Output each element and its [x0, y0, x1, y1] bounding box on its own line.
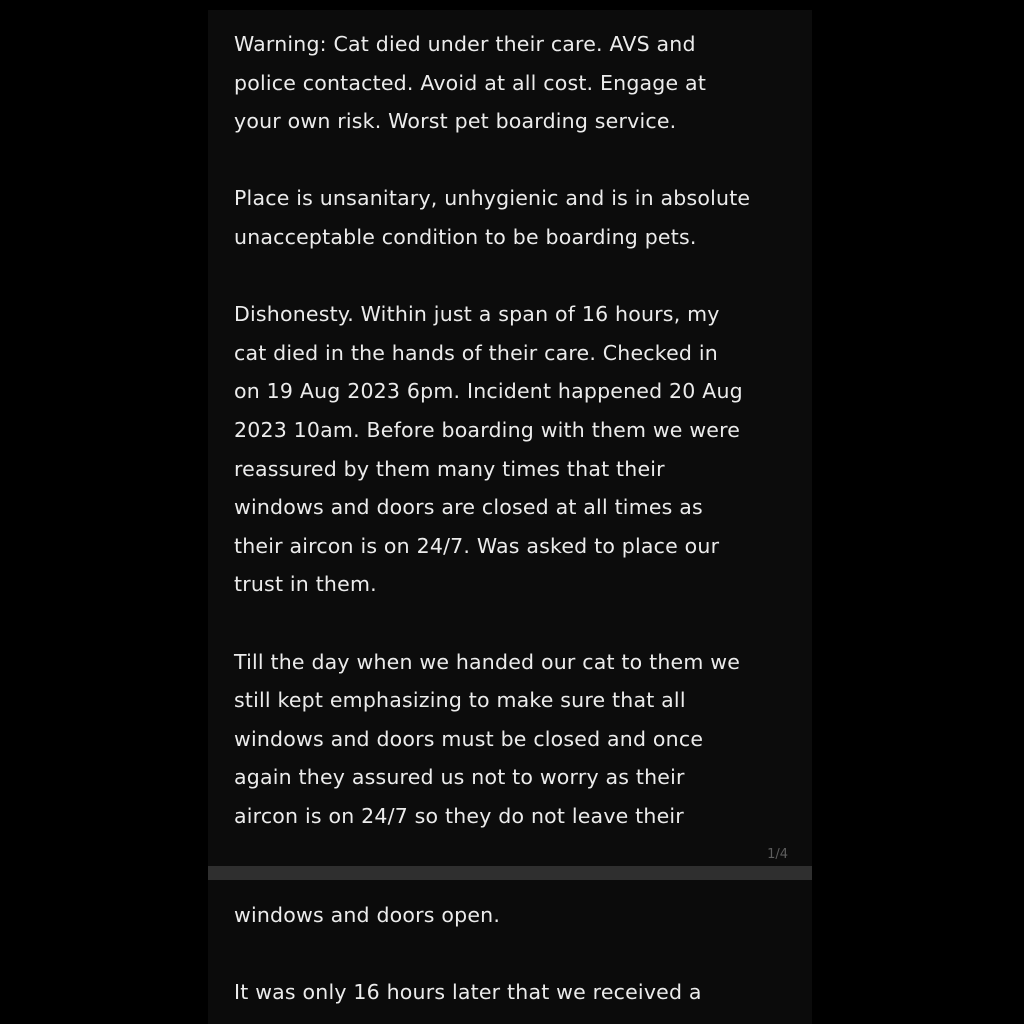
text-line: windows and doors open.: [234, 903, 501, 927]
text-line: Till the day when we handed our cat to them we: [234, 649, 741, 674]
text-line: your own risk. Worst pet boarding service.: [234, 109, 677, 134]
text-line: again they assured us not to worry as their: [234, 765, 685, 790]
text-line: police contacted. Avoid at all cost. Engage at: [234, 70, 707, 95]
text-line: trust in them.: [234, 572, 377, 597]
page-divider: [208, 866, 812, 880]
paragraph-condition: [234, 179, 794, 256]
page-indicator: 1/4: [767, 847, 788, 862]
paragraph-warning: [234, 25, 794, 141]
text-line: unacceptable condition to be boarding pets.: [234, 224, 697, 249]
text-line: windows and doors must be closed and once: [234, 726, 704, 751]
text-line: 2023 10am. Before boarding with them we were: [234, 417, 741, 442]
text-line: cat died in the hands of their care. Checked in: [234, 340, 718, 365]
text-line: aircon is on 24/7 so they do not leave their: [234, 803, 684, 828]
review-page-2: [234, 896, 794, 1012]
text-line: Place is unsanitary, unhygienic and is in absolute: [234, 186, 751, 211]
paragraph-notification: [234, 973, 794, 1012]
text-line: still kept emphasizing to make sure that all: [234, 688, 686, 713]
review-page-1: [234, 25, 794, 835]
text-line: on 19 Aug 2023 6pm. Incident happened 20 Aug: [234, 379, 743, 404]
text-line: It was only 16 hours later that we received a: [234, 980, 702, 1005]
text-line: Dishonesty. Within just a span of 16 hours, my: [234, 302, 720, 327]
review-viewer: [208, 10, 812, 1024]
paragraph-handover: [234, 643, 794, 836]
text-line: windows and doors are closed at all times as: [234, 495, 703, 520]
paragraph-dishonesty: [234, 295, 794, 604]
text-line: Warning: Cat died under their care. AVS and: [234, 32, 696, 56]
text-line: reassured by them many times that their: [234, 456, 665, 481]
paragraph-continued: [234, 896, 794, 935]
text-line: their aircon is on 24/7. Was asked to place our: [234, 533, 720, 558]
